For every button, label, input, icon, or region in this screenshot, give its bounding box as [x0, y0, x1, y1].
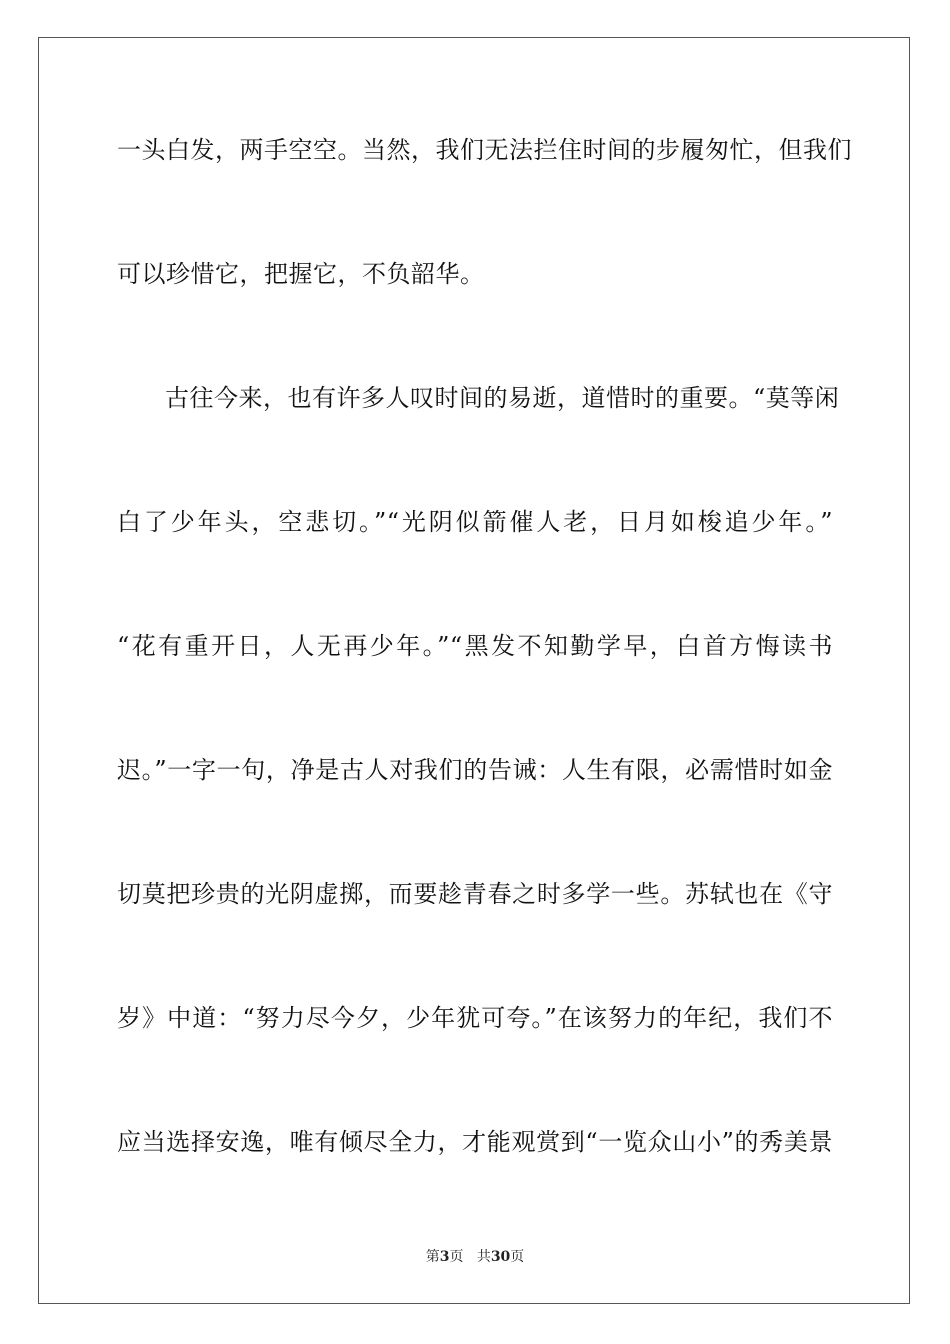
- page-border: [38, 37, 910, 1304]
- text-line-7: 切莫把珍贵的光阴虚掷，而要趁青春之时多学一些。苏轼也在《守: [117, 880, 833, 908]
- page-suffix: 页: [449, 1249, 464, 1265]
- text-line-2: 可以珍惜它，把握它，不负韶华。: [117, 260, 485, 288]
- text-line-9: 应当选择安逸，唯有倾尽全力，才能观赏到“一览众山小”的秀美景: [117, 1128, 833, 1156]
- page-prefix: 第: [425, 1249, 440, 1265]
- text-line-8: 岁》中道：“努力尽今夕，少年犹可夸。”在该努力的年纪，我们不: [117, 1004, 833, 1032]
- total-prefix: 共: [476, 1249, 491, 1265]
- text-line-1: 一头白发，两手空空。当然，我们无法拦住时间的步履匆忙，但我们: [117, 136, 852, 164]
- text-line-3: 古往今来，也有许多人叹时间的易逝，道惜时的重要。“莫等闲: [165, 384, 840, 412]
- text-line-5: “花有重开日，人无再少年。”“黑发不知勤学早，白首方悔读书: [117, 632, 833, 660]
- page-current: 3: [439, 1249, 450, 1265]
- page-total: 30: [490, 1249, 511, 1265]
- total-suffix: 页: [510, 1249, 525, 1265]
- text-line-6: 迟。”一字一句，净是古人对我们的告诫：人生有限，必需惜时如金: [117, 756, 833, 784]
- text-line-4: 白了少年头，空悲切。”“光阴似箭催人老，日月如梭追少年。”: [117, 508, 833, 536]
- page-footer: [0, 1247, 950, 1267]
